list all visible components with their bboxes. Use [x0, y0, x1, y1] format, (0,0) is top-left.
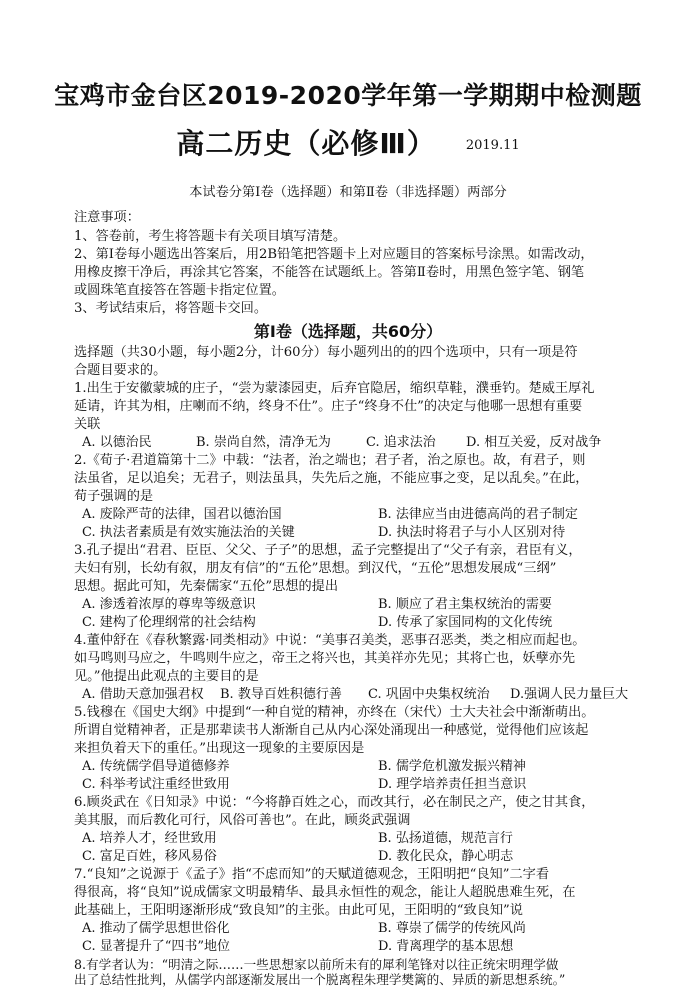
question-5-option-b[interactable]: B. 儒学危机激发振兴精神 [378, 759, 526, 774]
question-3-option-a[interactable]: A. 渗透着浓厚的尊卑等级意识 [82, 597, 256, 612]
question-5-option-a[interactable]: A. 传统儒学倡导道德修养 [82, 759, 230, 774]
question-3-stem: 夫妇有别，长幼有叙，朋友有信”的“五伦”思想。到汉代，“五伦”思想发展成“三纲” [74, 561, 557, 576]
question-4-option-d[interactable]: D.强调人民力量巨大 [510, 687, 629, 702]
exam-title: 宝鸡市金台区2019-2020学年第一学期期中检测题 [54, 81, 642, 110]
question-4-stem: 如马鸣则马应之，牛鸣则牛应之，帝王之将兴也，其美祥亦先见；其将亡也，妖孽亦先 [74, 651, 576, 666]
question-4-option-c[interactable]: C. 巩固中央集权统治 [368, 687, 490, 702]
question-8-stem: 8.有学者认为：“明清之际……一些思想家以前所未有的犀利笔锋对以往正统宋明理学做 [74, 957, 559, 972]
question-2-stem: 法虽省，足以追矣；无君子，则法虽具，失先后之施，不能应事之变，足以乱矣。”在此， [74, 471, 589, 486]
question-2-stem: 荀子强调的是 [74, 489, 154, 504]
notice-heading: 注意事项： [74, 210, 140, 225]
notice-line: 3、考试结束后，将答题卡交回。 [74, 301, 268, 316]
question-6-option-d[interactable]: D. 教化民众，静心明志 [378, 849, 514, 864]
question-3-option-b[interactable]: B. 顺应了君主集权统治的需要 [378, 597, 552, 612]
question-1-option-b[interactable]: B. 崇尚自然，清净无为 [196, 435, 331, 450]
question-7-option-c[interactable]: C. 显著提升了“四书”地位 [82, 939, 231, 954]
question-6-option-b[interactable]: B. 弘扬道德，规范言行 [378, 831, 513, 846]
question-1-stem: 关联 [74, 417, 101, 432]
exam-date: 2019.11 [465, 138, 520, 153]
question-6-option-a[interactable]: A. 培养人才，经世致用 [82, 831, 217, 846]
question-8-stem: 出了总结性批判，从儒学内部逐渐发展出一个脱离程朱理学樊篱的、异质的新思想系统。” [74, 972, 566, 987]
notice-line: 2、第Ⅰ卷每小题选出答案后，用2B铅笔把答题卡上对应题目的答案标号涂黑。如需改动， [74, 247, 594, 262]
question-7-stem: 得很高，将“良知”说成儒家文明最精华、最具永恒性的观念，能让人超脱患难生死，在 [74, 885, 576, 900]
question-4-option-a[interactable]: A. 借助天意加强君权 [82, 687, 204, 702]
question-3-stem: 思想。据此可知，先秦儒家“五伦”思想的提出 [74, 579, 339, 594]
question-4-option-b[interactable]: B. 教导百姓积德行善 [220, 687, 342, 702]
question-3-option-c[interactable]: C. 建构了伦理纲常的社会结构 [82, 615, 256, 630]
question-7-stem: 此基础上，王阳明逐渐形成“致良知”的主张。由此可见，王阳明的“致良知”说 [74, 903, 523, 918]
question-5-option-d[interactable]: D. 理学培养责任担当意识 [378, 777, 527, 792]
question-3-stem: 3.孔子提出“君君、臣臣、父父、子子”的思想，孟子完整提出了“父子有亲，君臣有义， [74, 543, 582, 558]
question-5-stem: 所谓自觉精神者，正是那辈读书人渐渐自己从内心深处涌现出一种感觉，觉得他们应该起 [74, 723, 589, 738]
question-1-stem: 延请，许其为相，庄喇而不纳，终身不仕”。庄子“终身不仕”的决定与他哪一思想有重要 [74, 399, 583, 414]
question-3-option-d[interactable]: D. 传承了家国同构的文化传统 [378, 615, 553, 630]
question-2-option-d[interactable]: D. 执法时将君子与小人区别对待 [378, 525, 566, 540]
question-5-stem: 5.钱穆在《国史大纲》中提到“一种自觉的精神，亦终在（宋代）士大夫社会中渐渐萌出。 [74, 705, 595, 720]
question-7-option-a[interactable]: A. 推动了儒学思想世俗化 [82, 921, 230, 936]
paper-parts-note: 本试卷分第Ⅰ卷（选择题）和第Ⅱ卷（非选择题）两部分 [189, 185, 507, 200]
question-4-stem: 4.董仲舒在《春秋繁露·同类相动》中说：“美事召美类，恶事召恶类，类之相应而起也。 [74, 633, 586, 648]
question-5-stem: 来担负着天下的重任。”出现这一现象的主要原因是 [74, 741, 365, 756]
question-7-option-d[interactable]: D. 背离理学的基本思想 [378, 939, 514, 954]
question-6-stem: 美其服，而后教化可行，风俗可善也”。在此，顾炎武强调 [74, 813, 411, 828]
notice-line: 用橡皮擦干净后，再涂其它答案，不能答在试题纸上。答第Ⅱ卷时，用黑色签字笔、钢笔 [74, 265, 585, 280]
question-6-option-c[interactable]: C. 富足百姓，移风易俗 [82, 849, 217, 864]
question-2-option-b[interactable]: B. 法律应当由进德高尚的君子制定 [378, 507, 578, 522]
question-4-stem: 见。”他提出此观点的主要目的是 [74, 669, 259, 684]
question-1-option-a[interactable]: A. 以德治民 [82, 435, 152, 450]
question-5-option-c[interactable]: C. 科举考试注重经世致用 [82, 777, 230, 792]
question-1-stem: 1.出生于安徽蒙城的庄子，“尝为蒙漆园吏，后弃官隐居，缩织草鞋，濮垂钓。楚威王厚礼 [74, 381, 595, 396]
question-2-option-a[interactable]: A. 废除严苛的法律，国君以德治国 [82, 507, 282, 522]
question-6-stem: 6.顾炎武在《日知录》中说：“今将静百姓之心，而改其行，必在制民之产，使之甘其食， [74, 795, 595, 810]
exam-subtitle: 高二历史（必修Ⅲ） [176, 127, 436, 160]
question-2-option-c[interactable]: C. 执法者素质是有效实施法治的关键 [82, 525, 295, 540]
section-title: 第Ⅰ卷（选择题，共60分） [253, 322, 443, 341]
question-7-option-b[interactable]: B. 尊崇了儒学的传统风尚 [378, 921, 526, 936]
question-1-option-d[interactable]: D. 相互关爱，反对战争 [466, 435, 602, 450]
section-instructions: 选择题（共30小题，每小题2分，计60分）每小题列出的的四个选项中，只有一项是符 [74, 345, 578, 360]
question-7-stem: 7.“良知”之说源于《孟子》指“不虑而知”的天赋道德观念，王阳明把“良知”二字看 [74, 867, 550, 882]
question-2-stem: 2.《荀子·君道篇第十二》中载：“法者，治之端也；君子者，治之原也。故，有君子，则 [74, 453, 586, 468]
question-1-option-c[interactable]: C. 追求法治 [366, 435, 436, 450]
notice-line: 或圆珠笔直接答在答题卡指定位置。 [74, 283, 285, 298]
section-instructions: 合题目要求的。 [74, 363, 167, 378]
notice-line: 1、答卷前，考生将答题卡有关项目填写清楚。 [74, 229, 347, 244]
subject-line [0, 122, 696, 162]
